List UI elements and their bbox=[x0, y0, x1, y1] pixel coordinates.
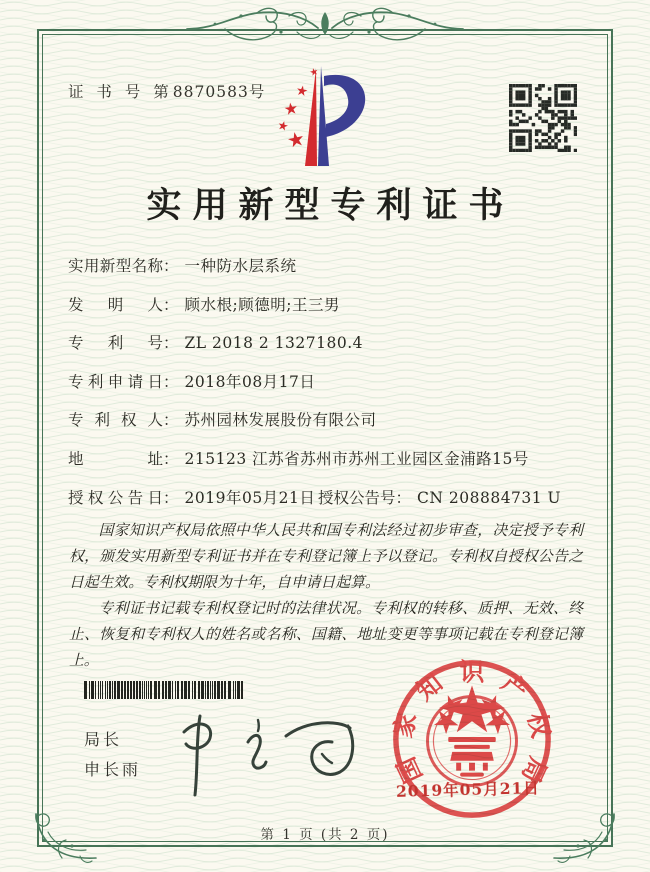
certificate-number-prefix: 证 书 号 第 bbox=[68, 83, 173, 101]
field-colon: ： bbox=[163, 257, 179, 275]
field-label: 发明人 bbox=[68, 295, 163, 314]
field-colon: ： bbox=[395, 488, 412, 507]
field-row-inventors bbox=[68, 293, 590, 332]
field-value: 215123 江苏省苏州市苏州工业园区金浦路15号 bbox=[184, 449, 529, 468]
field-value: ZL 2018 2 1327180.4 bbox=[184, 334, 363, 353]
field-value: CN 208884731 U bbox=[417, 488, 562, 507]
seal-date: 2019年05月21日 bbox=[395, 778, 541, 801]
signer-title-label: 局长 bbox=[84, 730, 123, 749]
barcode bbox=[84, 681, 248, 699]
field-colon: ： bbox=[163, 449, 179, 468]
certificate-number-suffix: 号 bbox=[248, 83, 265, 101]
field-row-filing-date bbox=[68, 370, 590, 409]
field-label: 专利申请日 bbox=[68, 372, 163, 391]
field-label: 授权公告日 bbox=[68, 488, 163, 507]
svg-text:产: 产 bbox=[495, 667, 534, 707]
director-signature bbox=[162, 698, 362, 803]
field-value: 2019年05月21日 bbox=[184, 488, 316, 507]
svg-text:家: 家 bbox=[388, 709, 422, 741]
field-row-name bbox=[68, 254, 590, 293]
field-pair-grant-number bbox=[318, 486, 561, 508]
svg-text:知: 知 bbox=[410, 667, 449, 707]
svg-text:权: 权 bbox=[522, 709, 556, 741]
field-row-address bbox=[68, 447, 590, 486]
field-label: 实用新型名称 bbox=[68, 257, 163, 275]
svg-text:识: 识 bbox=[459, 657, 485, 687]
svg-text:国: 国 bbox=[391, 752, 428, 788]
field-value: 顾水根;顾德明;王三男 bbox=[184, 295, 340, 314]
page-title: 实用新型专利证书 bbox=[146, 185, 515, 226]
signer-block bbox=[84, 725, 141, 785]
field-colon: ： bbox=[163, 334, 179, 353]
field-value: 一种防水层系统 bbox=[184, 257, 297, 275]
field-value: 苏州园林发展股份有限公司 bbox=[184, 411, 377, 430]
svg-text:局: 局 bbox=[516, 752, 553, 788]
national-emblem-icon bbox=[428, 696, 517, 785]
field-label: 地址 bbox=[68, 449, 163, 468]
qr-code bbox=[509, 84, 577, 152]
top-flourish-icon bbox=[185, 2, 465, 54]
field-list bbox=[68, 254, 590, 524]
field-colon: ： bbox=[163, 488, 179, 507]
grant-paragraph-2: 专利证书记载专利权登记时的法律状况。专利权的转移、质押、无效、终止、恢复和专利权人的姓名或名称、国籍、地址变更等事项记载在专利登记簿上。 bbox=[69, 600, 583, 669]
field-colon: ： bbox=[163, 295, 179, 314]
page-footer: 第 1 页 (共 2 页) bbox=[260, 827, 390, 843]
signer-name-label: 申长雨 bbox=[84, 760, 142, 779]
cnipa-patent-logo-icon bbox=[265, 60, 377, 172]
field-label: 专利权人 bbox=[68, 411, 163, 430]
field-label: 授权公告号 bbox=[318, 488, 396, 507]
certificate-number bbox=[68, 80, 264, 102]
field-label: 专利号 bbox=[68, 334, 163, 353]
certificate-number-value: 8870583 bbox=[172, 83, 249, 101]
field-colon: ： bbox=[163, 411, 179, 430]
field-colon: ： bbox=[163, 372, 179, 391]
field-value: 2018年08月17日 bbox=[184, 372, 316, 391]
grant-paragraph-1: 国家知识产权局依照中华人民共和国专利法经过初步审查，决定授予专利权，颁发实用新型专利证书并在专利登记簿上予以登记。专利权自授权公告之日起生效。专利权期限为十年，自申请日起算。 bbox=[69, 522, 583, 591]
field-row-patentee bbox=[68, 408, 590, 447]
field-row-patent-number bbox=[68, 331, 590, 370]
